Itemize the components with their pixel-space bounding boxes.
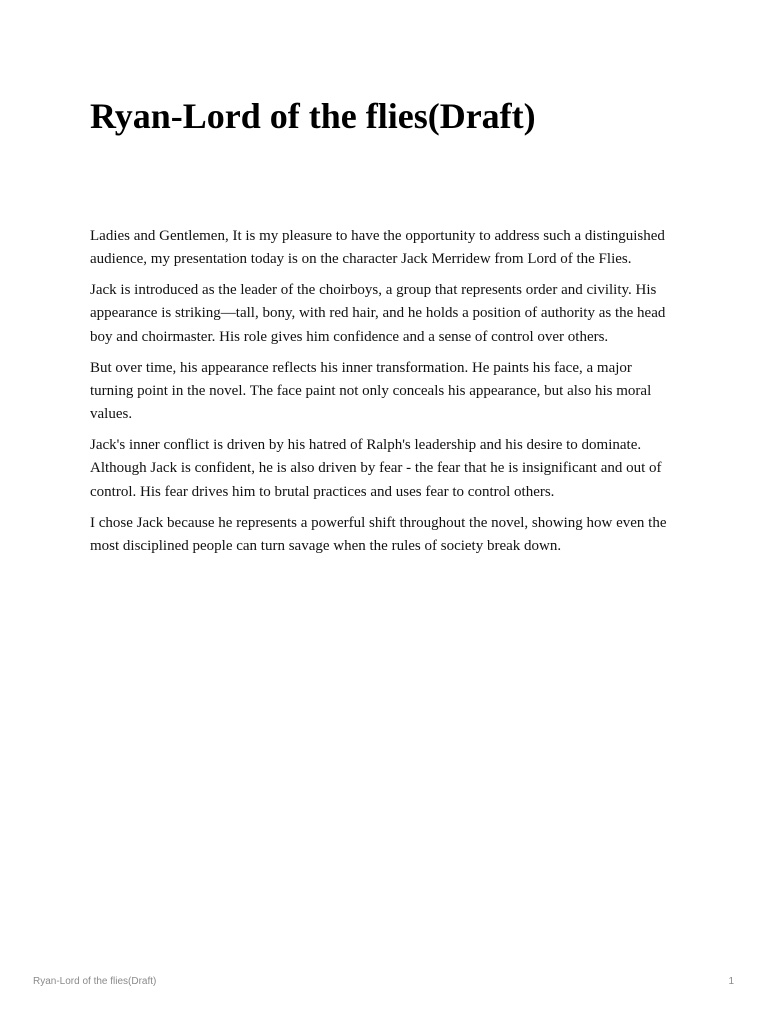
paragraph-intro: Ladies and Gentlemen, It is my pleasure to have the opportunity to address such a distinguished audience, my presentation today is on the character Jack Merridew from Lord of the Flies. <box>90 228 665 268</box>
document-body <box>90 225 678 566</box>
paragraph-transformation: But over time, his appearance reflects his inner transformation. He paints his face, a major turning point in the novel. The face paint not only conceals his appearance, but also his moral values. <box>90 359 652 423</box>
paragraph-inner-conflict: Jack's inner conflict is driven by his hatred of Ralph's leadership and his desire to dominate. Although Jack is confident, he is also driven by fear - the fear that he is insignificant and out of control. His fear drives him to brutal practices and uses fear to control others. <box>90 437 662 500</box>
document-title: Ryan-Lord of the flies(Draft) <box>90 96 536 136</box>
paragraph-introduction-of-jack: Jack is introduced as the leader of the choirboys, a group that represents order and civility. His appearance is striking—tall, bony, with red hair, and he holds a position of authority as the head boy and choirmaster. His role gives him confidence and a sense of control over others. <box>90 282 666 345</box>
footer-document-title: Ryan-Lord of the flies(Draft) <box>33 976 157 987</box>
footer-page-number: 1 <box>728 976 734 987</box>
paragraph-conclusion: I chose Jack because he represents a powerful shift throughout the novel, showing how even the most disciplined people can turn savage when the rules of society break down. <box>90 514 667 554</box>
